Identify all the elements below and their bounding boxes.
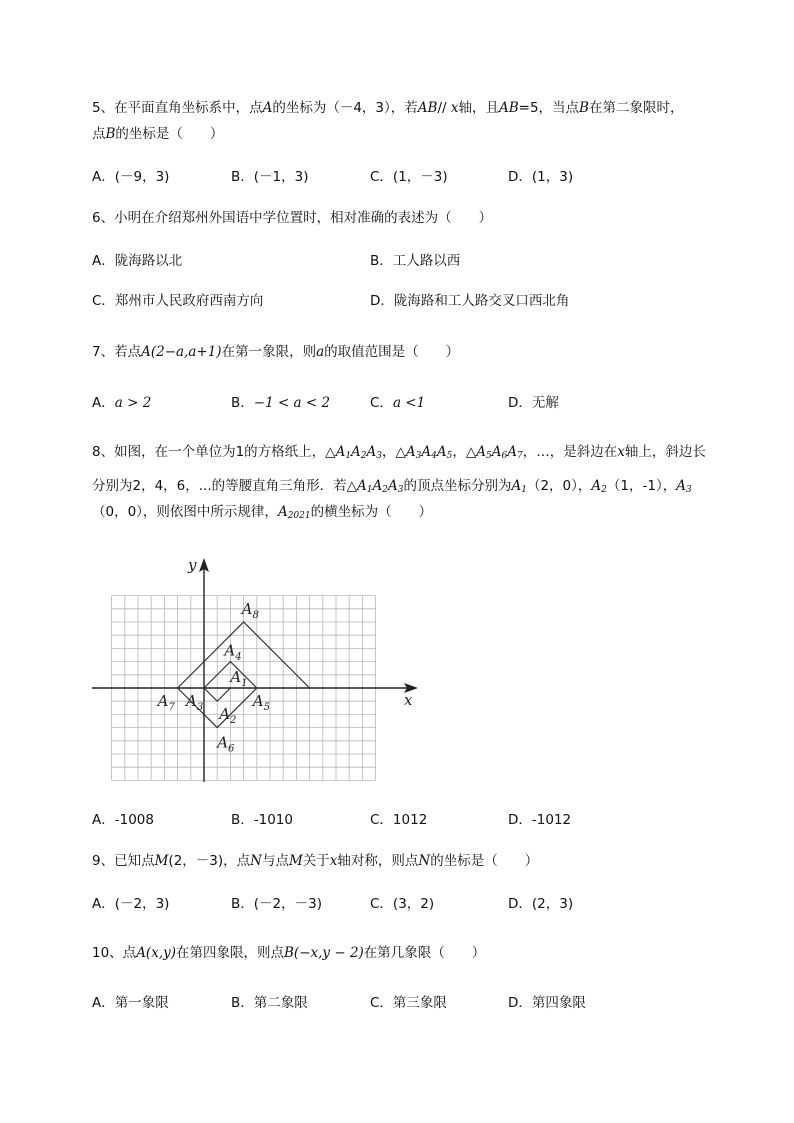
x-axis-label: x xyxy=(404,691,413,709)
q10-option-b: B．第二象限 xyxy=(231,995,308,1011)
q9-var-n: N xyxy=(418,853,431,869)
q7-option-d xyxy=(508,393,559,413)
q8-text: （1，-1）， xyxy=(606,478,677,494)
axes xyxy=(92,556,418,782)
q9-var-n: N xyxy=(250,853,262,869)
q8-option-c: C．1012 xyxy=(370,812,428,828)
q9-text: 关于 xyxy=(302,853,330,869)
q8-option-a: A．-1008 xyxy=(92,812,154,828)
q5-line-1 xyxy=(92,98,683,118)
q9-text: (2，－3)，点 xyxy=(168,853,251,869)
q9-option-a: A．(－2，3) xyxy=(92,896,170,912)
q8-text: （2，0）， xyxy=(526,478,592,494)
q10-option-d: D．第四象限 xyxy=(508,995,586,1011)
q9-line-1 xyxy=(92,851,538,871)
q7-text: 在第一象限，则 xyxy=(221,344,317,360)
q8-text: ，…，是斜边在 xyxy=(522,444,618,460)
q7-option-c-prefix: C． xyxy=(370,395,393,411)
q5-var-ab: AB xyxy=(498,100,519,116)
point-label-a4: $A_4$ xyxy=(224,641,242,663)
q7-option-a-math: a > 2 xyxy=(114,395,152,411)
q8-line-3: （0，0），则依图中所示规律，$A_{2021}$的横坐标为（ ） xyxy=(92,504,433,521)
q9-option-c: C．(3，2) xyxy=(370,896,435,912)
q7-option-c xyxy=(370,393,425,413)
q5-text: 轴，且 xyxy=(458,100,499,116)
q8-line-1: 8、如图，在一个单位为1的方格纸上，$\triangle A_1A_2A_3$，$\triangle A_3A_4A_5$，$\triangle A_5A_6A_7$，…，是斜边在x轴上，斜边长 xyxy=(92,444,706,461)
q5-text: 的坐标是（ ） xyxy=(115,126,224,142)
point-label-a3: $A_3$ xyxy=(186,692,204,713)
q6-option-d: D．陇海路和工人路交叉口西北角 xyxy=(370,293,570,309)
q5-text: =5，当点 xyxy=(518,100,580,116)
q8-text: （0，0），则依图中所示规律， xyxy=(92,504,278,520)
q5-text: 点 xyxy=(92,126,106,142)
q8-text: 分别为2，4，6，...的等腰直角三角形．若△ xyxy=(92,478,358,494)
q8-text: ，△ xyxy=(452,444,477,460)
q5-var-b: B xyxy=(579,100,589,116)
q9-text: 9、已知点 xyxy=(92,853,155,869)
q9-option-d: D．(2，3) xyxy=(508,896,574,912)
q8-option-d: D．-1012 xyxy=(508,812,572,828)
q5-var-ab: AB xyxy=(417,100,438,116)
q7-line-1 xyxy=(92,342,459,362)
q6-option-a: A．陇海路以北 xyxy=(92,253,183,269)
q5-option-d: D．(1，3) xyxy=(508,169,574,185)
q9-var-m: M xyxy=(154,853,169,869)
q8-option-b: B．-1010 xyxy=(231,812,293,828)
q5-var-b: B xyxy=(105,126,116,142)
q10-option-c: C．第三象限 xyxy=(370,995,447,1011)
q10-option-a: A．第一象限 xyxy=(92,995,169,1011)
point-label-a7: $A_7$ xyxy=(157,692,175,713)
q5-var-a: A xyxy=(262,100,273,116)
y-axis-label: y xyxy=(188,556,197,574)
q7-option-d-text: 无解 xyxy=(531,395,559,411)
q5-var-x: x xyxy=(450,100,459,116)
q6-option-c: C．郑州市人民政府西南方向 xyxy=(92,293,264,309)
q7-option-b xyxy=(231,393,330,413)
q9-var-x: x xyxy=(329,853,338,869)
q9-var-m: M xyxy=(288,853,303,869)
q5-text: 在第二象限时， xyxy=(588,100,684,116)
point-label-a5: $A_5$ xyxy=(252,692,271,713)
point-label-a8: $A_8$ xyxy=(241,600,259,621)
q7-option-a-prefix: A． xyxy=(92,395,115,411)
q5-text: 的坐标为（－4，3），若 xyxy=(272,100,418,116)
q5-text: // xyxy=(437,100,451,116)
q9-text: 的坐标是（ ） xyxy=(430,853,539,869)
q10-line-1 xyxy=(92,943,485,963)
q9-text: 与点 xyxy=(261,853,289,869)
q7-text: 的取值范围是（ ） xyxy=(324,344,460,360)
point-label-a2: $A_2$ xyxy=(219,705,237,727)
q10-text: 10、点 xyxy=(92,945,137,961)
q8-line-2: 分别为2，4，6，...的等腰直角三角形．若$\triangle A_1A_2A_3$的顶点坐标分别为$A_1(2$，0），$A_2(1$，-1），$A_3$ xyxy=(92,478,692,495)
q7-option-c-math: a <1 xyxy=(392,395,426,411)
q7-point-expression: A(2−a,a+1) xyxy=(141,344,222,360)
q6-line-1: 6、小明在介绍郑州外国语中学位置时，相对准确的表述为（ ） xyxy=(92,210,493,226)
q10-point-a: A(x,y) xyxy=(136,945,177,961)
q7-text: 7、若点 xyxy=(92,344,142,360)
q5-text: 5、在平面直角坐标系中，点 xyxy=(92,100,263,116)
point-label-a6: $A_6$ xyxy=(217,733,235,755)
coordinate-grid-figure xyxy=(92,550,432,790)
point-label-a1: $A_1$ xyxy=(230,668,248,689)
q8-text: 的顶点坐标分别为 xyxy=(403,478,512,494)
q7-var-a: a xyxy=(316,344,325,360)
q5-option-a: A．(－9，3) xyxy=(92,169,170,185)
q7-option-d-prefix: D． xyxy=(508,395,532,411)
q7-option-b-math: −1 < a < 2 xyxy=(253,395,331,411)
q8-var-x: x xyxy=(617,444,625,460)
q8-text: 轴上，斜边长 xyxy=(624,444,706,460)
q10-text: 在第四象限，则点 xyxy=(176,945,285,961)
q6-option-b: B．工人路以西 xyxy=(370,253,461,269)
q7-option-a xyxy=(92,393,151,413)
q5-line-2 xyxy=(92,124,223,144)
q8-text: 8、如图，在一个单位为1的方格纸上，△ xyxy=(92,444,336,460)
q9-option-b: B．(－2，－3) xyxy=(231,896,322,912)
q5-option-b: B．(－1，3) xyxy=(231,169,309,185)
q8-text: ，△ xyxy=(382,444,406,460)
q5-option-c: C．(1，－3) xyxy=(370,169,448,185)
point-labels xyxy=(156,600,270,755)
q7-option-b-prefix: B． xyxy=(231,395,254,411)
q8-text: 的横坐标为（ ） xyxy=(310,504,433,520)
q10-point-b: B(−x,y − 2) xyxy=(284,945,364,961)
q10-text: 在第几象限（ ） xyxy=(363,945,486,961)
q9-text: 轴对称，则点 xyxy=(337,853,419,869)
